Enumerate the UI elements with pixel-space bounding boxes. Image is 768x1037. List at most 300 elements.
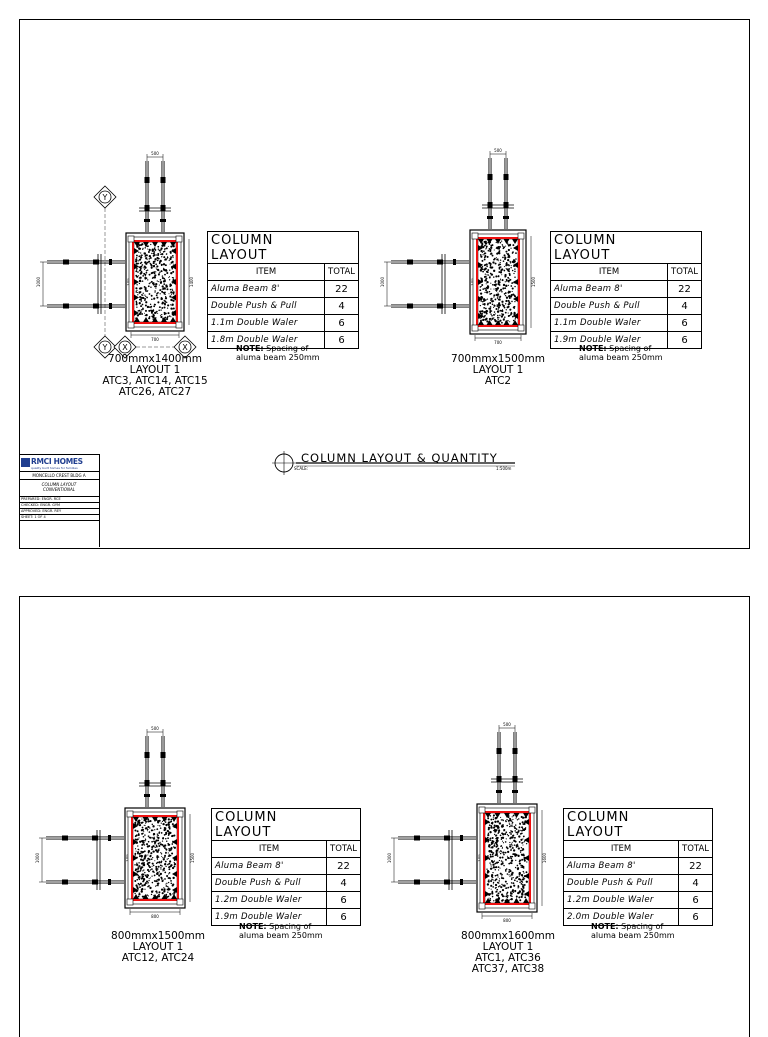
concrete-speck — [490, 319, 491, 320]
concrete-speck — [496, 889, 498, 891]
concrete-speck — [503, 854, 505, 856]
concrete-speck — [514, 837, 516, 839]
concrete-speck — [137, 868, 138, 869]
concrete-speck — [154, 875, 156, 877]
concrete-speck — [497, 882, 499, 884]
concrete-speck — [168, 824, 170, 826]
concrete-speck — [151, 306, 153, 308]
dimension-label: 500 — [151, 151, 159, 156]
concrete-speck — [157, 859, 158, 860]
concrete-speck — [512, 270, 514, 272]
concrete-speck — [510, 858, 512, 860]
concrete-speck — [494, 319, 496, 321]
concrete-speck — [514, 844, 516, 846]
scale-value: 1:500m — [496, 466, 512, 471]
concrete-speck — [148, 870, 150, 872]
concrete-speck — [502, 895, 504, 897]
concrete-speck — [169, 848, 170, 849]
concrete-speck — [524, 860, 526, 862]
concrete-speck — [496, 837, 498, 839]
concrete-speck — [148, 862, 150, 864]
item-cell: 1.9m Double Waler — [551, 332, 668, 349]
concrete-speck — [492, 284, 493, 285]
concrete-speck — [517, 844, 518, 845]
concrete-speck — [142, 851, 144, 853]
concrete-speck — [157, 885, 158, 886]
concrete-speck — [522, 878, 524, 880]
concrete-speck — [503, 318, 504, 319]
concrete-speck — [143, 876, 144, 877]
concrete-speck — [160, 309, 161, 310]
concrete-speck — [171, 852, 173, 854]
concrete-speck — [512, 890, 514, 892]
concrete-speck — [171, 289, 172, 290]
concrete-speck — [142, 840, 144, 842]
concrete-speck — [514, 268, 515, 269]
corner-clamp — [518, 233, 524, 239]
concrete-speck — [166, 885, 168, 887]
concrete-speck — [138, 893, 140, 895]
concrete-speck — [481, 301, 482, 302]
concrete-speck — [487, 298, 488, 299]
concrete-speck — [139, 855, 141, 857]
concrete-speck — [502, 279, 504, 281]
concrete-speck — [172, 884, 174, 886]
concrete-speck — [155, 271, 156, 272]
concrete-speck — [496, 862, 498, 864]
concrete-speck — [138, 883, 139, 884]
concrete-speck — [492, 822, 494, 824]
concrete-speck — [486, 245, 488, 247]
item-cell: 1.1m Double Waler — [208, 315, 325, 332]
concrete-speck — [522, 882, 523, 883]
concrete-speck — [503, 319, 505, 321]
table-row — [208, 298, 359, 315]
concrete-speck — [490, 314, 491, 315]
concrete-speck — [160, 827, 162, 829]
concrete-speck — [510, 820, 512, 822]
corner-clamp — [128, 322, 134, 328]
concrete-speck — [158, 258, 160, 260]
concrete-speck — [506, 297, 508, 299]
concrete-speck — [504, 254, 506, 256]
concrete-speck — [164, 878, 166, 880]
concrete-speck — [515, 319, 516, 320]
concrete-speck — [502, 257, 504, 259]
table-header-total: TOTAL — [668, 264, 702, 281]
concrete-speck — [155, 868, 157, 870]
concrete-speck — [505, 295, 506, 296]
concrete-speck — [509, 858, 510, 859]
dimension-label: 1500 — [531, 276, 536, 288]
table-title: COLUMN LAYOUT — [564, 809, 679, 841]
concrete-speck — [514, 271, 516, 273]
concrete-speck — [169, 279, 170, 280]
concrete-speck — [160, 869, 161, 870]
title-block-row: APPROVED: ENGR. REY — [19, 509, 99, 515]
concrete-speck — [506, 819, 507, 820]
concrete-speck — [503, 842, 504, 843]
concrete-speck — [508, 280, 510, 282]
total-cell: 6 — [679, 892, 713, 909]
concrete-speck — [154, 829, 155, 830]
concrete-speck — [148, 845, 150, 847]
concrete-speck — [165, 269, 167, 271]
concrete-speck — [136, 259, 137, 260]
dimension-label: 700 — [494, 340, 502, 345]
concrete-speck — [160, 867, 161, 868]
table-header-item: ITEM — [212, 841, 327, 858]
concrete-speck — [511, 265, 512, 266]
concrete-speck — [134, 880, 136, 882]
concrete-speck — [141, 294, 142, 295]
concrete-speck — [480, 305, 481, 306]
prop-coupler — [414, 880, 420, 885]
concrete-speck — [487, 256, 489, 258]
dimension-label: 700 — [151, 337, 159, 342]
concrete-speck — [490, 880, 492, 882]
concrete-speck — [493, 883, 494, 884]
concrete-speck — [168, 877, 170, 879]
concrete-speck — [148, 850, 150, 852]
concrete-speck — [511, 843, 513, 845]
concrete-speck — [142, 280, 144, 282]
concrete-speck — [487, 269, 489, 271]
concrete-speck — [501, 874, 503, 876]
table-row — [564, 858, 713, 875]
concrete-speck — [500, 845, 502, 847]
concrete-speck — [144, 825, 145, 826]
concrete-speck — [498, 306, 500, 308]
concrete-speck — [168, 896, 170, 898]
concrete-speck — [508, 869, 510, 871]
concrete-speck — [515, 854, 517, 856]
concrete-speck — [495, 878, 497, 880]
concrete-speck — [147, 248, 148, 249]
concrete-speck — [144, 298, 146, 300]
concrete-speck — [142, 248, 143, 249]
concrete-speck — [505, 841, 507, 843]
concrete-speck — [143, 865, 145, 867]
concrete-speck — [168, 246, 169, 247]
concrete-speck — [492, 872, 493, 873]
concrete-speck — [517, 892, 519, 894]
concrete-speck — [149, 255, 151, 257]
concrete-speck — [485, 308, 487, 310]
concrete-speck — [169, 295, 171, 297]
concrete-speck — [145, 290, 146, 291]
concrete-speck — [156, 297, 158, 299]
concrete-speck — [489, 862, 490, 863]
concrete-speck — [497, 893, 499, 895]
concrete-speck — [148, 317, 150, 319]
concrete-speck — [171, 262, 173, 264]
concrete-speck — [510, 261, 511, 262]
concrete-speck — [148, 865, 150, 867]
column-caption-1: 700mmx1400mm LAYOUT 1 ATC3, ATC14, ATC15 ATC26, ATC27 — [102, 353, 208, 398]
concrete-speck — [154, 847, 155, 848]
concrete-speck — [500, 242, 502, 244]
concrete-speck — [161, 889, 163, 891]
concrete-speck — [514, 260, 516, 262]
concrete-speck — [496, 288, 498, 290]
concrete-speck — [167, 888, 169, 890]
concrete-speck — [497, 317, 499, 319]
table-header-item: ITEM — [564, 841, 679, 858]
concrete-speck — [168, 882, 169, 883]
concrete-speck — [490, 298, 492, 300]
concrete-speck — [138, 870, 140, 872]
concrete-speck — [172, 255, 174, 257]
concrete-speck — [499, 878, 500, 879]
concrete-speck — [511, 821, 512, 822]
concrete-speck — [499, 868, 500, 869]
concrete-speck — [152, 882, 154, 884]
concrete-speck — [521, 849, 523, 851]
concrete-speck — [504, 274, 506, 276]
concrete-speck — [490, 850, 492, 852]
concrete-speck — [163, 858, 165, 860]
concrete-speck — [165, 821, 167, 823]
concrete-speck — [523, 836, 525, 838]
concrete-speck — [163, 890, 165, 892]
concrete-speck — [157, 280, 158, 281]
concrete-speck — [151, 253, 152, 254]
corner-clamp — [529, 903, 535, 909]
concrete-speck — [145, 314, 147, 316]
concrete-speck — [164, 300, 165, 301]
concrete-speck — [134, 893, 135, 894]
concrete-speck — [154, 254, 156, 256]
concrete-speck — [506, 883, 507, 884]
concrete-speck — [511, 845, 512, 846]
concrete-speck — [140, 853, 142, 855]
table-row — [564, 892, 713, 909]
concrete-speck — [172, 877, 174, 879]
concrete-speck — [484, 288, 486, 290]
concrete-speck — [158, 274, 160, 276]
concrete-speck — [506, 253, 507, 254]
concrete-speck — [170, 880, 172, 882]
concrete-speck — [510, 303, 511, 304]
prop-coupler — [63, 304, 69, 309]
concrete-speck — [164, 834, 166, 836]
concrete-speck — [158, 861, 160, 863]
concrete-speck — [496, 829, 498, 831]
concrete-speck — [524, 823, 525, 824]
concrete-speck — [165, 297, 167, 299]
concrete-speck — [138, 247, 140, 249]
concrete-speck — [167, 892, 168, 893]
concrete-speck — [502, 899, 504, 901]
concrete-speck — [505, 831, 507, 833]
concrete-speck — [147, 269, 148, 270]
concrete-speck — [151, 298, 153, 300]
concrete-speck — [485, 315, 486, 316]
concrete-speck — [173, 834, 175, 836]
concrete-speck — [512, 291, 513, 292]
concrete-speck — [140, 277, 141, 278]
concrete-speck — [493, 826, 495, 828]
sheet-drawing-title: COLUMN LAYOUT CONVENTIONAL — [19, 480, 99, 497]
concrete-speck — [139, 310, 140, 311]
concrete-speck — [480, 286, 482, 288]
total-cell: 22 — [327, 858, 361, 875]
concrete-speck — [493, 818, 495, 820]
table-row — [212, 875, 361, 892]
concrete-speck — [506, 894, 507, 895]
concrete-speck — [493, 830, 494, 831]
dimension-label: 1000 — [36, 276, 41, 288]
concrete-speck — [146, 297, 148, 299]
concrete-speck — [517, 887, 518, 888]
concrete-speck — [486, 291, 488, 293]
concrete-speck — [494, 843, 495, 844]
concrete-speck — [496, 841, 498, 843]
concrete-speck — [506, 847, 507, 848]
concrete-speck — [146, 843, 148, 845]
concrete-speck — [504, 833, 506, 835]
concrete-speck — [518, 855, 520, 857]
concrete-speck — [139, 837, 140, 838]
concrete-speck — [163, 263, 165, 265]
concrete-speck — [496, 257, 497, 258]
concrete-speck — [165, 294, 166, 295]
concrete-speck — [141, 890, 143, 892]
concrete-speck — [136, 290, 137, 291]
concrete-speck — [483, 250, 485, 252]
concrete-speck — [487, 883, 489, 885]
concrete-speck — [505, 251, 507, 253]
concrete-speck — [508, 249, 510, 251]
concrete-speck — [169, 270, 170, 271]
concrete-speck — [481, 310, 483, 312]
concrete-speck — [499, 822, 501, 824]
scale-label: SCALE: — [294, 466, 309, 471]
concrete-speck — [510, 875, 511, 876]
concrete-speck — [151, 894, 152, 895]
concrete-speck — [138, 834, 140, 836]
concrete-speck — [165, 866, 166, 867]
concrete-speck — [140, 291, 142, 293]
concrete-speck — [502, 857, 504, 859]
concrete-speck — [151, 295, 153, 297]
concrete-speck — [161, 291, 163, 293]
item-cell: 1.2m Double Waler — [212, 892, 327, 909]
concrete-speck — [145, 301, 147, 303]
concrete-speck — [154, 265, 155, 266]
concrete-speck — [170, 304, 171, 305]
concrete-speck — [508, 270, 510, 272]
concrete-speck — [504, 307, 506, 309]
concrete-speck — [502, 314, 504, 316]
concrete-speck — [139, 865, 141, 867]
concrete-speck — [159, 273, 160, 274]
dimension-label: 500 — [494, 148, 502, 153]
concrete-speck — [142, 827, 144, 829]
concrete-speck — [150, 307, 151, 308]
concrete-speck — [169, 293, 170, 294]
concrete-speck — [499, 315, 500, 316]
drawing-title: COLUMN LAYOUT & QUANTITY — [301, 451, 498, 465]
concrete-speck — [510, 856, 512, 858]
concrete-speck — [505, 852, 507, 854]
concrete-speck — [161, 853, 162, 854]
column-layout-table-4 — [563, 808, 713, 926]
concrete-speck — [512, 847, 514, 849]
concrete-speck — [160, 873, 162, 875]
concrete-speck — [166, 318, 168, 320]
concrete-speck — [522, 884, 523, 885]
logo-mark — [21, 458, 30, 467]
concrete-speck — [497, 825, 499, 827]
concrete-speck — [159, 289, 161, 291]
concrete-speck — [509, 842, 510, 843]
concrete-speck — [166, 247, 168, 249]
concrete-speck — [488, 880, 490, 882]
concrete-speck — [145, 296, 146, 297]
concrete-speck — [505, 870, 507, 872]
concrete-speck — [485, 276, 486, 277]
concrete-speck — [486, 869, 487, 870]
concrete-speck — [485, 289, 487, 291]
concrete-speck — [496, 242, 497, 243]
concrete-speck — [137, 830, 139, 832]
concrete-speck — [168, 305, 169, 306]
column-plan — [36, 151, 196, 358]
column-plan — [380, 148, 536, 345]
concrete-speck — [499, 851, 500, 852]
concrete-speck — [523, 829, 525, 831]
prop-coupler — [63, 260, 69, 265]
concrete-speck — [508, 245, 509, 246]
concrete-speck — [137, 821, 139, 823]
concrete-speck — [147, 820, 149, 822]
concrete-speck — [148, 885, 150, 887]
column-caption-3: 800mmx1500mm LAYOUT 1 ATC12, ATC24 — [111, 930, 205, 964]
concrete-speck — [498, 880, 500, 882]
total-cell: 22 — [325, 281, 359, 298]
concrete-speck — [481, 268, 483, 270]
concrete-speck — [489, 302, 491, 304]
concrete-speck — [158, 866, 160, 868]
concrete-speck — [150, 877, 151, 878]
table-row — [212, 892, 361, 909]
concrete-speck — [520, 865, 522, 867]
concrete-speck — [136, 864, 138, 866]
concrete-speck — [500, 853, 501, 854]
table-title: COLUMN LAYOUT — [551, 232, 668, 264]
concrete-speck — [498, 897, 500, 899]
concrete-speck — [510, 833, 512, 835]
concrete-speck — [491, 891, 493, 893]
concrete-speck — [158, 832, 160, 834]
concrete-speck — [141, 271, 142, 272]
concrete-speck — [142, 264, 144, 266]
concrete-speck — [497, 315, 499, 317]
concrete-speck — [152, 249, 154, 251]
concrete-speck — [486, 274, 487, 275]
concrete-speck — [509, 315, 510, 316]
corner-clamp — [176, 322, 182, 328]
concrete-speck — [142, 829, 144, 831]
concrete-speck — [498, 886, 499, 887]
concrete-speck — [155, 849, 157, 851]
concrete-speck — [495, 263, 497, 265]
concrete-speck — [170, 855, 172, 857]
concrete-speck — [498, 271, 500, 273]
concrete-speck — [140, 266, 141, 267]
